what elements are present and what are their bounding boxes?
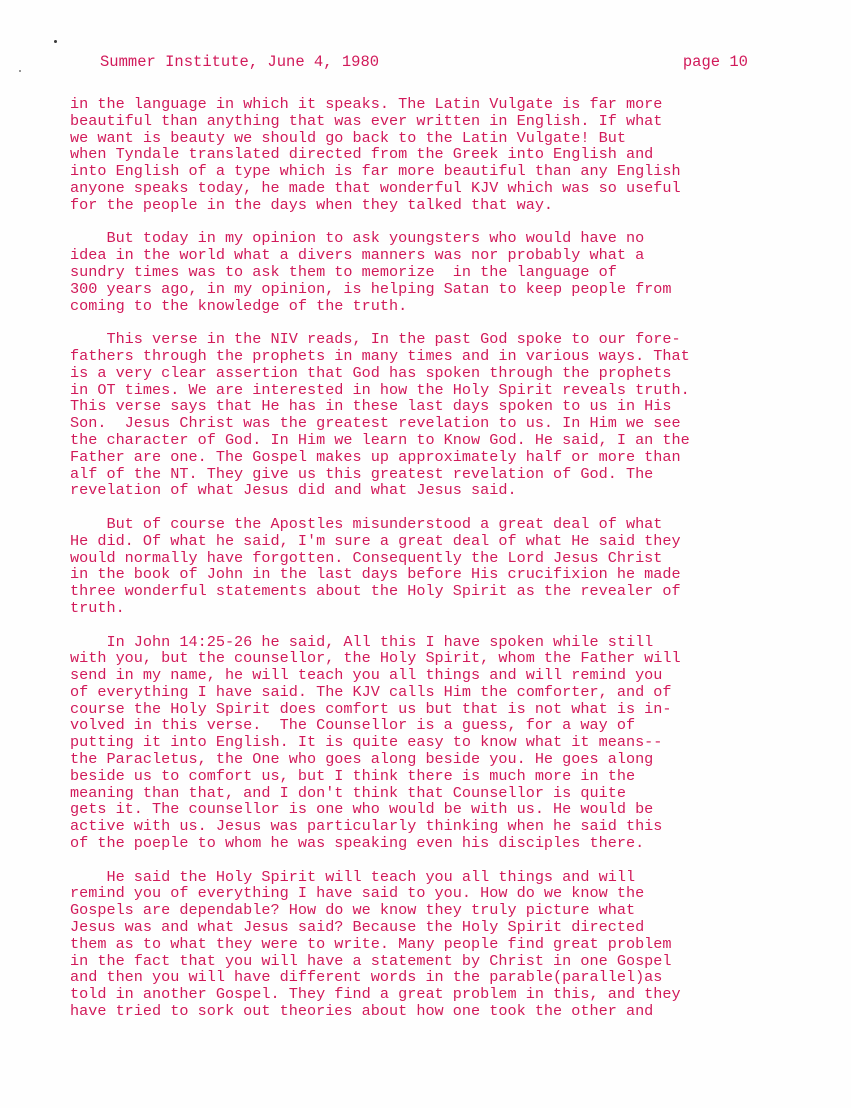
- text-line: revelation of what Jesus did and what Jesus said.: [70, 481, 517, 500]
- paper-speck: [54, 40, 57, 43]
- text-line: Son. Jesus Christ was the greatest revelation to us. In Him we see: [70, 414, 681, 433]
- paragraph: [70, 96, 790, 214]
- paragraph: [70, 516, 790, 617]
- text-line: gets it. The counsellor is one who would be with us. He would be: [70, 800, 654, 819]
- text-line: in the book of John in the last days before His crucifixion he made: [70, 565, 681, 584]
- text-line: the Paracletus, the One who goes along beside you. He goes along: [70, 750, 654, 769]
- text-line: putting it into English. It is quite easy to know what it means--: [70, 733, 663, 752]
- text-line: for the people in the days when they talked that way.: [70, 195, 554, 214]
- text-line: alf of the NT. They give us this greatest revelation of God. The: [70, 464, 654, 483]
- text-line: would normally have forgotten. Consequently the Lord Jesus Christ: [70, 548, 663, 567]
- text-line: told in another Gospel. They find a great problem in this, and they: [70, 985, 681, 1004]
- text-line: the character of God. In Him we learn to Know God. He said, I an the: [70, 430, 690, 449]
- text-line: This verse in the NIV reads, In the past God spoke to our fore-: [70, 330, 681, 349]
- text-line: when Tyndale translated directed from the Greek into English and: [70, 145, 654, 164]
- text-line: beside us to comfort us, but I think there is much more in the: [70, 766, 636, 785]
- text-line: in the fact that you will have a statement by Christ in one Gospel: [70, 951, 672, 970]
- text-line: He said the Holy Spirit will teach you all things and will: [70, 867, 636, 886]
- text-line: have tried to sork out theories about how one took the other and: [70, 1002, 654, 1021]
- text-line: in OT times. We are interested in how the Holy Spirit reveals truth.: [70, 380, 690, 399]
- text-line: idea in the world what a divers manners was nor probably what a: [70, 246, 645, 265]
- text-line: truth.: [70, 598, 125, 617]
- text-line: is a very clear assertion that God has spoken through the prophets: [70, 363, 672, 382]
- paragraph: [70, 331, 790, 499]
- text-line: meaning than that, and I don't think that Counsellor is quite: [70, 783, 626, 802]
- paragraph: [70, 230, 790, 314]
- text-line: But today in my opinion to ask youngsters who would have no: [70, 229, 645, 248]
- text-line: coming to the knowledge of the truth.: [70, 296, 408, 315]
- text-line: anyone speaks today, he made that wonderful KJV which was so useful: [70, 178, 681, 197]
- text-line: Jesus was and what Jesus said? Because the Holy Spirit directed: [70, 918, 645, 937]
- text-line: In John 14:25-26 he said, All this I have spoken while still: [70, 632, 654, 651]
- text-line: of everything I have said. The KJV calls Him the comforter, and of: [70, 682, 672, 701]
- text-line: But of course the Apostles misunderstood a great deal of what: [70, 514, 663, 533]
- text-line: Father are one. The Gospel makes up approximately half or more than: [70, 447, 681, 466]
- text-line: them as to what they were to write. Many people find great problem: [70, 934, 672, 953]
- text-line: three wonderful statements about the Holy Spirit as the revealer of: [70, 582, 681, 601]
- text-line: 300 years ago, in my opinion, is helping Satan to keep people from: [70, 279, 672, 298]
- header-title: Summer Institute, June 4, 1980: [100, 53, 380, 71]
- text-line: and then you will have different words in the parable(parallel)as: [70, 968, 663, 987]
- text-line: This verse says that He has in these last days spoken to us in His: [70, 397, 672, 416]
- document-body: [70, 96, 790, 1037]
- text-line: send in my name, he will teach you all things and will remind you: [70, 666, 663, 685]
- text-line: of the poeple to whom he was speaking even his disciples there.: [70, 834, 645, 853]
- text-line: with you, but the counsellor, the Holy Spirit, whom the Father will: [70, 649, 681, 668]
- page-number: page 10: [682, 53, 748, 71]
- paragraph: [70, 634, 790, 852]
- text-line: remind you of everything I have said to you. How do we know the: [70, 884, 645, 903]
- paragraph: [70, 869, 790, 1020]
- text-line: Gospels are dependable? How do we know they truly picture what: [70, 901, 636, 920]
- text-line: course the Holy Spirit does comfort us but that is not what is in-: [70, 699, 672, 718]
- text-line: volved in this verse. The Counsellor is a guess, for a way of: [70, 716, 636, 735]
- text-line: beautiful than anything that was ever written in English. If what: [70, 111, 663, 130]
- text-line: in the language in which it speaks. The Latin Vulgate is far more: [70, 95, 663, 113]
- text-line: He did. Of what he said, I'm sure a great deal of what He said they: [70, 531, 681, 550]
- text-line: we want is beauty we should go back to the Latin Vulgate! But: [70, 128, 626, 147]
- text-line: active with us. Jesus was particularly thinking when he said this: [70, 817, 663, 836]
- text-line: into English of a type which is far more beautiful than any English: [70, 162, 681, 181]
- paper-speck: [19, 70, 21, 72]
- text-line: fathers through the prophets in many times and in various ways. That: [70, 346, 690, 365]
- text-line: sundry times was to ask them to memorize in the language of: [70, 262, 617, 281]
